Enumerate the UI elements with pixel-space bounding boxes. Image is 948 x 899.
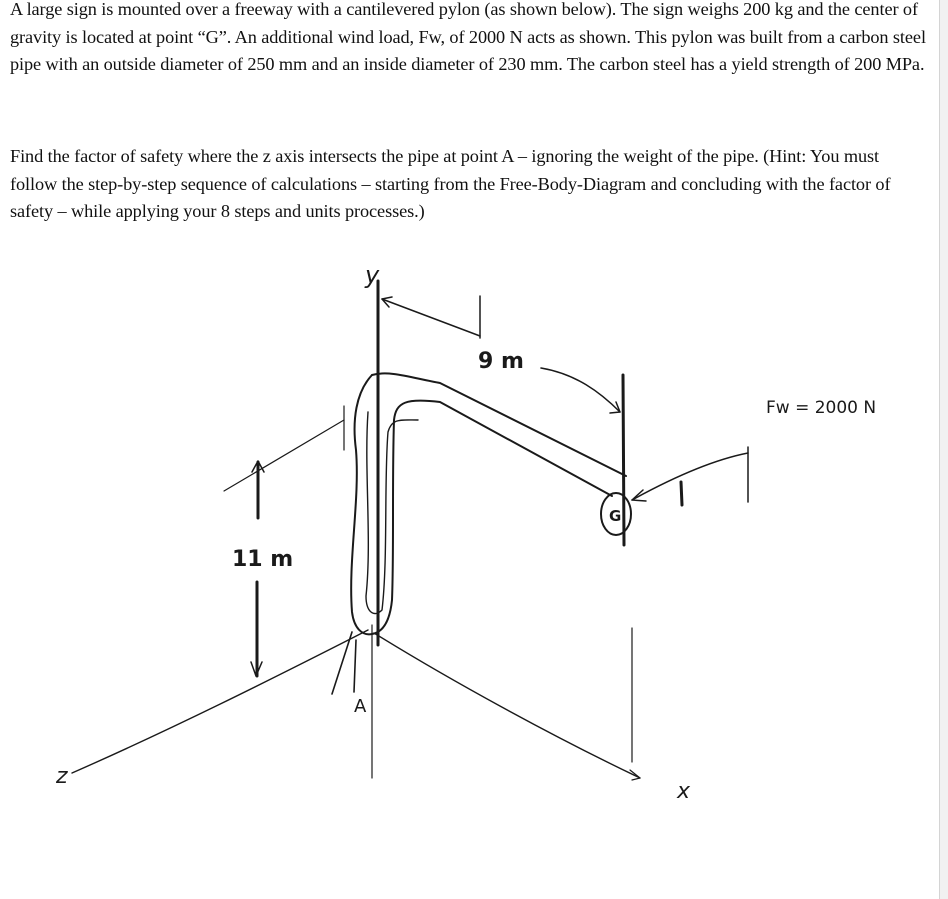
point-a-mark [332,632,356,694]
problem-statement: A large sign is mounted over a freeway with a cantilevered pylon (as shown below). The sign weighs 200 kg and the center of gravity is located at point “G”. An additional wind load, Fw, of 2000 N acts as shown. This pylon was built from a carbon steel pipe with an outside diameter of 250 mm and an inside diameter of 230 mm. The carbon steel has a yield strength of 200 MPa. [10,0,926,74]
problem-question: Find the factor of safety where the z axis intersects the pipe at point A – ignoring the weight of the pipe. (Hint: You must follow the step-by-step sequence of calculations – starting from the Free-Body-Diagram and concluding with the factor of safety – while applying your 8 steps and units processes.) [10,146,891,221]
arm-length-label: 9 m [478,349,524,374]
scrollbar-edge[interactable] [939,0,948,899]
point-a-label: A [354,696,367,717]
pylon-outline-outer [351,375,612,634]
x-axis-label: x [677,779,691,804]
height-label: 11 m [232,547,294,572]
point-g-label: G [609,507,622,525]
wind-force-arrow [632,453,748,500]
pylon-sketch [0,240,940,899]
height-dim-top [224,420,344,491]
g-vertical-marker [623,375,624,545]
arm-dim-line-left [382,299,480,336]
wind-force-label: Fw = 2000 N [766,398,877,418]
wind-force-tick [681,482,682,505]
x-axis [374,633,640,778]
z-axis-label: z [56,764,68,789]
z-axis [72,630,368,773]
pylon-outline-inner [372,373,626,476]
arm-dim-line-right [541,368,620,412]
y-axis-label: y [365,261,380,289]
